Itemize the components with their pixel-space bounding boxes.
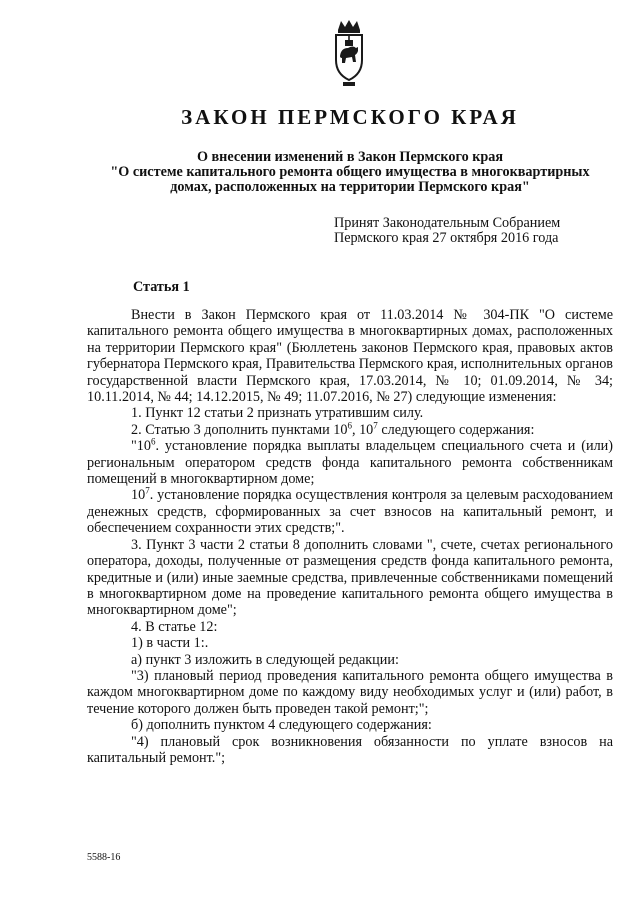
adoption-line: Пермского края 27 октября 2016 года bbox=[334, 230, 559, 246]
perm-krai-emblem-icon bbox=[329, 18, 369, 88]
document-code: 5588-16 bbox=[87, 852, 121, 863]
item-4-a-text: "3) плановый период проведения капитального ремонта общего имущества в каждом многоквартирном доме по каждому виду необходимых услуг и (или) работ, в течение которого должен быть проведен такой ремонт;"; bbox=[87, 667, 613, 717]
item-1: 1. Пункт 12 статьи 2 признать утратившим силу. bbox=[131, 405, 424, 422]
item-4-b: б) дополнить пунктом 4 следующего содержания: bbox=[131, 717, 432, 734]
intro-paragraph: Внести в Закон Пермского края от 11.03.2014 № 304-ПК "О системе капитального ремонта общего имущества в многоквартирных домах, расположенных на территории Пермского края" (Бюллетень законов Пермского края, правовых актов губернатора Пермского края, Правительства Пермского края, исполнительных органов государственной власти Пермского края, 17.03.2014, № 10; 01.09.2014, № 34; 10.11.2014, № 44; 14.12.2015, № 49; 11.07.2016, № 27) следующие изменения: bbox=[87, 307, 613, 406]
item-4-b-text: "4) плановый срок возникновения обязанности по уплате взносов на капитальный ремонт."; bbox=[87, 733, 613, 766]
article-body bbox=[87, 307, 613, 766]
adoption-note bbox=[334, 216, 634, 246]
subtitle-line: домах, расположенных на территории Пермского края" bbox=[170, 179, 530, 195]
article-heading: Статья 1 bbox=[133, 279, 190, 295]
point-10-6: "$10^6$. установление порядка выплаты владельцем специального счета и (или) региональным оператором средств фонда капитального ремонта собственникам помещений в многоквартирном доме; bbox=[87, 436, 613, 488]
point-10-7: $10^7$. установление порядка осуществления контроля за целевым расходованием денежных средств, сформированных за счет взносов на капитальный ремонт, и обеспечением сохранности этих средств;". bbox=[87, 485, 613, 537]
adoption-line: Принят Законодательным Собранием bbox=[334, 215, 561, 231]
subtitle-line: "О системе капитального ремонта общего имущества в многоквартирных bbox=[110, 164, 590, 180]
item-3: 3. Пункт 3 части 2 статьи 8 дополнить словами ", счете, счетах регионального оператора, доходы, полученные от размещения средств фонда капитального ремонта, кредитные и (или) иные заемные средства, привлеченные собственниками помещений в многоквартирном доме на проведение капитального ремонта общего имущества в многоквартирном доме"; bbox=[87, 536, 613, 619]
law-title: ЗАКОН ПЕРМСКОГО КРАЯ bbox=[181, 105, 519, 129]
item-4: 4. В статье 12: bbox=[131, 618, 218, 635]
item-2: 2. Статью 3 дополнить пунктами $10^6$, $10^7$ следующего содержания: bbox=[131, 420, 535, 438]
law-subtitle bbox=[80, 150, 620, 195]
item-4-subpart-1: 1) в части 1:. bbox=[131, 635, 209, 652]
subtitle-line: О внесении изменений в Закон Пермского края bbox=[196, 149, 504, 165]
item-4-a: а) пункт 3 изложить в следующей редакции: bbox=[131, 651, 399, 668]
